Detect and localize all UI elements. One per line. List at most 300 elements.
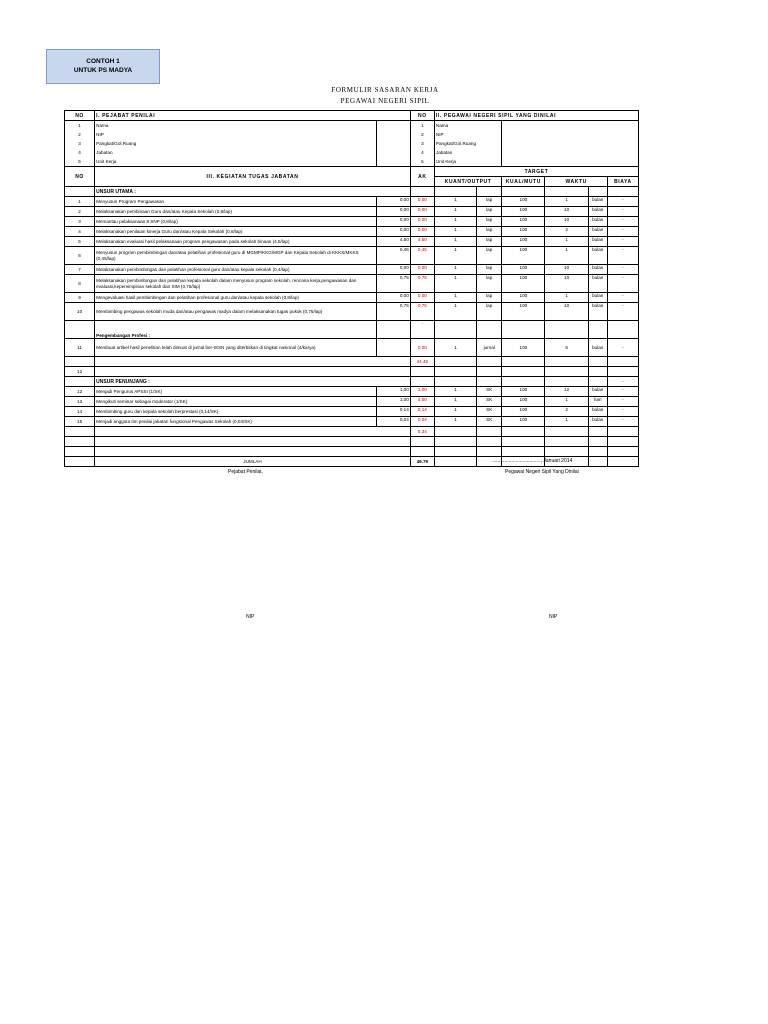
activity-quality: 100 (502, 275, 545, 293)
identity-row (65, 139, 639, 148)
activity-quality: 100 (502, 387, 545, 397)
act-header-kual: KUAL/MUTU (502, 177, 545, 187)
activity-no: 3 (65, 217, 95, 227)
table-cell (477, 447, 502, 457)
table-cell (545, 187, 588, 197)
activity-no: 6 (65, 247, 95, 265)
row-no: 12 (65, 367, 95, 377)
table-cell (502, 367, 545, 377)
activity-time: 2 (545, 407, 588, 417)
activity-time: 1 (545, 237, 588, 247)
subtotal-penunjang: 5,34 (410, 427, 434, 437)
activity-text: Menjadi Pengurus APSSI (1/SK) (95, 387, 376, 397)
table-cell (545, 377, 588, 387)
identity-row (65, 121, 639, 131)
activity-row (65, 265, 639, 275)
activity-no: 9 (65, 293, 95, 303)
table-cell (434, 447, 476, 457)
activity-time: 10 (545, 207, 588, 217)
identity-label: Nama (95, 121, 376, 131)
table-cell (376, 339, 410, 357)
table-cell (588, 321, 607, 339)
identity-value-right (502, 121, 639, 131)
activity-ak: 4,50 (376, 237, 410, 247)
table-cell (434, 367, 476, 377)
activity-time: 2 (545, 227, 588, 237)
identity-value (376, 121, 410, 131)
activity-row (65, 339, 639, 357)
table-cell (607, 321, 638, 339)
activity-ak: 0,00 (376, 265, 410, 275)
table-cell (607, 457, 638, 467)
identity-no-right: 2 (410, 130, 434, 139)
activity-text: Melaksanakan pembimbingan dan pelatihan profesional guru dan/atau kepala sekolah (0,4/lap) (95, 265, 376, 275)
identity-label: Jabatan (95, 148, 376, 157)
activity-ak: 0,14 (376, 407, 410, 417)
activity-time-unit: bulan (588, 207, 607, 217)
activity-quality: 100 (502, 217, 545, 227)
activity-unit: jurnal (477, 339, 502, 357)
identity-no-right: 3 (410, 139, 434, 148)
activity-ak: 0,00 (376, 227, 410, 237)
activity-cost: - (607, 417, 638, 427)
activity-time-unit: bulan (588, 217, 607, 227)
activity-ak-total: 0,14 (410, 407, 434, 417)
activity-cost: - (607, 265, 638, 275)
activity-no: 12 (65, 387, 95, 397)
activity-no: 8 (65, 275, 95, 293)
table-cell (65, 437, 95, 447)
table-cell (588, 377, 607, 387)
activity-cost: - (607, 303, 638, 321)
date-line: ..................................., Januari 2014 (492, 458, 573, 464)
activity-time: 1 (545, 397, 588, 407)
activity-time: 10 (545, 275, 588, 293)
table-cell (65, 377, 95, 387)
activity-quantity: 1 (434, 247, 476, 265)
table-cell (434, 377, 476, 387)
activity-time-unit: bulan (588, 227, 607, 237)
activity-time-unit: bulan (588, 303, 607, 321)
activity-cost: - (607, 339, 638, 357)
activity-row (65, 197, 639, 207)
activity-ak-total: 0,00 (410, 207, 434, 217)
activity-time: 10 (545, 265, 588, 275)
activity-text: Menjadi anggota tim penilai jabatan fungsional Pengawas Sekolah (0,04/SK) (95, 417, 376, 427)
activity-time: 6 (545, 339, 588, 357)
table-cell (588, 367, 607, 377)
identity-value (376, 130, 410, 139)
sign-left-label: Pejabat Penilai, (228, 469, 263, 475)
table-cell (545, 367, 588, 377)
activity-quantity: 1 (434, 265, 476, 275)
table-cell (376, 321, 410, 339)
activity-quality: 100 (502, 197, 545, 207)
activity-quantity: 1 (434, 407, 476, 417)
activity-ak-total: 4,50 (410, 237, 434, 247)
activity-time-unit: bulan (588, 275, 607, 293)
total-value: 49.79 (410, 457, 434, 467)
supporting-row (65, 407, 639, 417)
identity-value-right (502, 148, 639, 157)
activity-cost: - (607, 275, 638, 293)
pengembangan-ak: - (410, 321, 434, 339)
activity-text: Membimbing pengawas sekolah muda dan/atau pengawas madya dalam melaksanakan tugas pokok (0,75/lap) (95, 303, 376, 321)
activity-time: 1 (545, 293, 588, 303)
table-cell (65, 447, 95, 457)
table-cell (477, 437, 502, 447)
activity-row (65, 227, 639, 237)
identity-value-right (502, 139, 639, 148)
identity-no-right: 4 (410, 148, 434, 157)
unsur-penunjang-row (65, 377, 639, 387)
activity-time-unit: bulan (588, 417, 607, 427)
activity-quality: 100 (502, 293, 545, 303)
table-cell (588, 187, 607, 197)
total-label: JUMLAH (95, 457, 411, 467)
table-cell (410, 437, 434, 447)
activity-text: Melaksanakan pembimbingan dan pelatihan kepala sekolah dalam menyusun program sekolah, rencana kerja,pengawasan dan evaluasi,kepemimpinan sekolah dan SIM (0,75/lap) (95, 275, 376, 293)
activity-ak-total: 0,00 (410, 227, 434, 237)
activity-no: 4 (65, 227, 95, 237)
example-label-line1: CONTOH 1 (86, 58, 120, 65)
activity-unit: lap (477, 237, 502, 247)
table-cell (434, 457, 476, 467)
act-header-biaya: BIAYA (607, 177, 638, 187)
activity-cost: - (607, 207, 638, 217)
activity-unit: lap (477, 293, 502, 303)
activity-ak-total: 0,00 (410, 339, 434, 357)
identity-label-right: NIP (434, 130, 501, 139)
identity-no: 3 (65, 139, 95, 148)
activity-time: 1 (545, 417, 588, 427)
table-cell (95, 367, 411, 377)
activity-quantity: 1 (434, 293, 476, 303)
table-cell (588, 357, 607, 367)
activity-ak-total: 0,45 (410, 247, 434, 265)
activity-row (65, 237, 639, 247)
table-cell (477, 187, 502, 197)
activity-no: 13 (65, 397, 95, 407)
activity-unit: SK (477, 387, 502, 397)
table-cell (477, 321, 502, 339)
activity-time: 1 (545, 247, 588, 265)
activity-text: Mengevaluasi hasil pembimbingan dan pelatihan profesional guru dan/atau kepala sekolah (0,8/lap) (95, 293, 376, 303)
activity-ak-total: 0,75 (410, 275, 434, 293)
activity-row (65, 207, 639, 217)
identity-value (376, 157, 410, 167)
activity-ak: 1,00 (376, 397, 410, 407)
activity-text: Melaksanakan pembinaan Guru dan/atau Kepala Sekolah (0,8/lap) (95, 207, 376, 217)
identity-label-right: Nama (434, 121, 501, 131)
identity-label-right: Jabatan (434, 148, 501, 157)
table-cell (502, 357, 545, 367)
activity-cost: - (607, 227, 638, 237)
activity-cost: - (607, 387, 638, 397)
header-no2: NO (410, 111, 434, 121)
activity-text: Menyusun program pembimbingan dan/atau pelatihan profesional guru di MGMP/KKG/MGP dan Kepala Sekolah di KKKS/MKKS (0,45/lap) (95, 247, 376, 265)
activity-time: 12 (545, 387, 588, 397)
example-label-line2: UNTUK PS MADYA (73, 67, 133, 74)
activity-no: 15 (65, 417, 95, 427)
subtotal-utama: 44,45 (410, 357, 434, 367)
identity-value-right (502, 130, 639, 139)
table-cell (65, 187, 95, 197)
table-cell (477, 367, 502, 377)
activity-ak-total: 0,00 (410, 217, 434, 227)
activity-unit: SK (477, 397, 502, 407)
activity-row (65, 247, 639, 265)
activity-time-unit: bulan (588, 265, 607, 275)
activity-quantity: 1 (434, 207, 476, 217)
table-cell (434, 437, 476, 447)
activity-unit: lap (477, 217, 502, 227)
activity-time-unit: bulan (588, 293, 607, 303)
activity-time: 1 (545, 197, 588, 207)
activity-quality: 100 (502, 303, 545, 321)
activity-time: 10 (545, 303, 588, 321)
activity-quantity: 1 (434, 237, 476, 247)
table-cell (607, 357, 638, 367)
nip-right: NIP (549, 614, 558, 620)
supporting-row (65, 417, 639, 427)
table-cell (502, 321, 545, 339)
header-pejabat: I. PEJABAT PENILAI (95, 111, 411, 121)
activity-ak: 0,00 (376, 217, 410, 227)
activity-quality: 100 (502, 265, 545, 275)
identity-no-right: 5 (410, 157, 434, 167)
activity-row (65, 303, 639, 321)
activity-time-unit: bulan (588, 407, 607, 417)
unsur-penunjang-cost: - (607, 377, 638, 387)
activity-quality: 100 (502, 407, 545, 417)
activity-no: 2 (65, 207, 95, 217)
table-cell (545, 447, 588, 457)
blank-row (65, 447, 639, 457)
activity-ak-total: 0,04 (410, 417, 434, 427)
pengembangan-label: Pengembangan Profesi : (95, 321, 376, 339)
table-cell (545, 437, 588, 447)
header-no: NO (65, 111, 95, 121)
activity-ak-total: 4,00 (410, 397, 434, 407)
example-label-box (46, 49, 160, 84)
identity-row (65, 130, 639, 139)
activity-quality: 100 (502, 237, 545, 247)
table-cell (588, 457, 607, 467)
header-row (65, 111, 639, 121)
unsur-utama-label: UNSUR UTAMA : (95, 187, 411, 197)
activity-quality: 100 (502, 339, 545, 357)
activity-quality: 100 (502, 397, 545, 407)
activity-ak-total: 1,00 (410, 387, 434, 397)
table-cell (65, 357, 95, 367)
act-header-ak: AK (410, 167, 434, 187)
activity-quantity: 1 (434, 197, 476, 207)
table-cell (545, 357, 588, 367)
unsur-penunjang-label: UNSUR PENUNJANG : (95, 377, 411, 387)
identity-row (65, 148, 639, 157)
activity-unit: lap (477, 197, 502, 207)
act-header-kuant: KUANT/OUTPUT (434, 177, 501, 187)
activity-header-row-1 (65, 167, 639, 177)
activity-no: 1 (65, 197, 95, 207)
activity-quality: 100 (502, 227, 545, 237)
identity-no: 1 (65, 121, 95, 131)
activity-ak-total: 0,00 (410, 293, 434, 303)
form-title-line2: PEGAWAI NEGERI SIPIL (340, 97, 430, 105)
table-cell (434, 357, 476, 367)
activity-cost: - (607, 293, 638, 303)
table-cell (502, 377, 545, 387)
activity-cost: - (607, 397, 638, 407)
identity-label-right: Pangkat/Gol.Ruang (434, 139, 501, 148)
activity-ak: 0,00 (376, 197, 410, 207)
activity-quantity: 1 (434, 227, 476, 237)
activity-ak: 0,45 (376, 247, 410, 265)
activity-row (65, 293, 639, 303)
table-cell (607, 427, 638, 437)
activity-ak: 1,00 (376, 387, 410, 397)
work-target-table (64, 110, 639, 467)
act-header-kegiatan: III. KEGIATAN TUGAS JABATAN (95, 167, 411, 187)
table-cell (434, 427, 476, 437)
table-cell (607, 437, 638, 447)
activity-row (65, 217, 639, 227)
identity-value (376, 148, 410, 157)
activity-row (65, 275, 639, 293)
activity-unit: lap (477, 275, 502, 293)
blank-row (65, 367, 639, 377)
table-cell (410, 377, 434, 387)
activity-cost: - (607, 197, 638, 207)
table-cell (588, 447, 607, 457)
table-cell (410, 367, 434, 377)
activity-quantity: 1 (434, 217, 476, 227)
activity-text: Melaksanakan penilaian kinerja Guru dan/atau Kepala Sekolah (0,8/lap) (95, 227, 376, 237)
activity-quantity: 1 (434, 339, 476, 357)
activity-quality: 100 (502, 247, 545, 265)
activity-cost: - (607, 247, 638, 265)
identity-no: 4 (65, 148, 95, 157)
activity-quantity: 1 (434, 275, 476, 293)
table-cell (502, 427, 545, 437)
sign-right-label: Pegawai Negeri Sipil Yang Dinilai (505, 469, 579, 475)
table-cell (477, 377, 502, 387)
table-cell (434, 321, 476, 339)
activity-unit: lap (477, 303, 502, 321)
activity-cost: - (607, 407, 638, 417)
table-cell (65, 427, 95, 437)
activity-ak: 0,75 (376, 275, 410, 293)
table-cell (545, 427, 588, 437)
identity-row (65, 157, 639, 167)
table-cell (502, 437, 545, 447)
table-cell (607, 187, 638, 197)
activity-cost: - (607, 237, 638, 247)
activity-unit: lap (477, 207, 502, 217)
table-cell (607, 367, 638, 377)
table-cell (95, 437, 411, 447)
activity-time-unit: bulan (588, 387, 607, 397)
activity-ak: 0,00 (376, 293, 410, 303)
activity-unit: lap (477, 265, 502, 275)
activity-no: 14 (65, 407, 95, 417)
activity-time-unit: hari (588, 397, 607, 407)
table-cell (65, 457, 95, 467)
activity-cost: - (607, 217, 638, 227)
activity-no: 10 (65, 303, 95, 321)
activity-unit: SK (477, 417, 502, 427)
activity-unit: SK (477, 407, 502, 417)
table-cell (410, 447, 434, 457)
activity-ak: 0,04 (376, 417, 410, 427)
table-cell (477, 427, 502, 437)
supporting-row (65, 397, 639, 407)
activity-quantity: 1 (434, 387, 476, 397)
activity-time-unit: bulan (588, 339, 607, 357)
identity-label: Pangkat/Gol.Ruang (95, 139, 376, 148)
activity-time-unit: bulan (588, 237, 607, 247)
activity-quantity: 1 (434, 303, 476, 321)
activity-quality: 100 (502, 417, 545, 427)
identity-label: NIP (95, 130, 376, 139)
activity-ak: 0,75 (376, 303, 410, 321)
act-header-waktu: WAKTU (545, 177, 607, 187)
activity-unit: lap (477, 227, 502, 237)
table-cell (95, 357, 411, 367)
activity-text: Membimbing guru dan kepala sekolah berprestasi (0,14/SK) (95, 407, 376, 417)
activity-no: 7 (65, 265, 95, 275)
table-cell (434, 187, 476, 197)
activity-quantity: 1 (434, 397, 476, 407)
identity-value (376, 139, 410, 148)
header-pegawai: II. PEGAWAI NEGERI SIPIL YANG DINILAI (434, 111, 638, 121)
table-cell (502, 187, 545, 197)
activity-no: 5 (65, 237, 95, 247)
activity-text: Melaksanakan evaluasi hasil pelaksanaan program pengawasan pada sekolah binaan (4,5/lap) (95, 237, 376, 247)
table-cell (545, 321, 588, 339)
act-header-target: TARGET (434, 167, 638, 177)
identity-no: 5 (65, 157, 95, 167)
form-title-line1: FORMULIR SASARAN KERJA (331, 86, 439, 94)
activity-text: Membuat artikel hasil penelitian telah dimuat di jurnal ber-ISSN yang diterbitkan di tingkat nasional (4/karya) (95, 339, 376, 357)
activity-quality: 100 (502, 207, 545, 217)
activity-text: Memantau pelaksanaan 8 SNP (0,8/lap) (95, 217, 376, 227)
table-cell (588, 437, 607, 447)
activity-no: 11 (65, 339, 95, 357)
table-cell (607, 447, 638, 457)
activity-text: Mengikuti seminar sebagai moderator (1/SK) (95, 397, 376, 407)
activity-unit: lap (477, 247, 502, 265)
identity-label-right: Unit Kerja (434, 157, 501, 167)
activity-time-unit: bulan (588, 197, 607, 207)
table-cell (502, 447, 545, 457)
table-cell (95, 427, 411, 437)
table-cell (410, 187, 434, 197)
act-header-no: NO (65, 167, 95, 187)
identity-value-right (502, 157, 639, 167)
table-cell (588, 427, 607, 437)
activity-time: 10 (545, 217, 588, 227)
table-cell (95, 447, 411, 457)
identity-no-right: 1 (410, 121, 434, 131)
identity-no: 2 (65, 130, 95, 139)
nip-left: NIP (246, 614, 255, 620)
activity-text: Menyusun Program Pengawasan (95, 197, 376, 207)
subtotal-row (65, 357, 639, 367)
activity-ak-total: 0,00 (410, 265, 434, 275)
activity-ak: 0,00 (376, 207, 410, 217)
